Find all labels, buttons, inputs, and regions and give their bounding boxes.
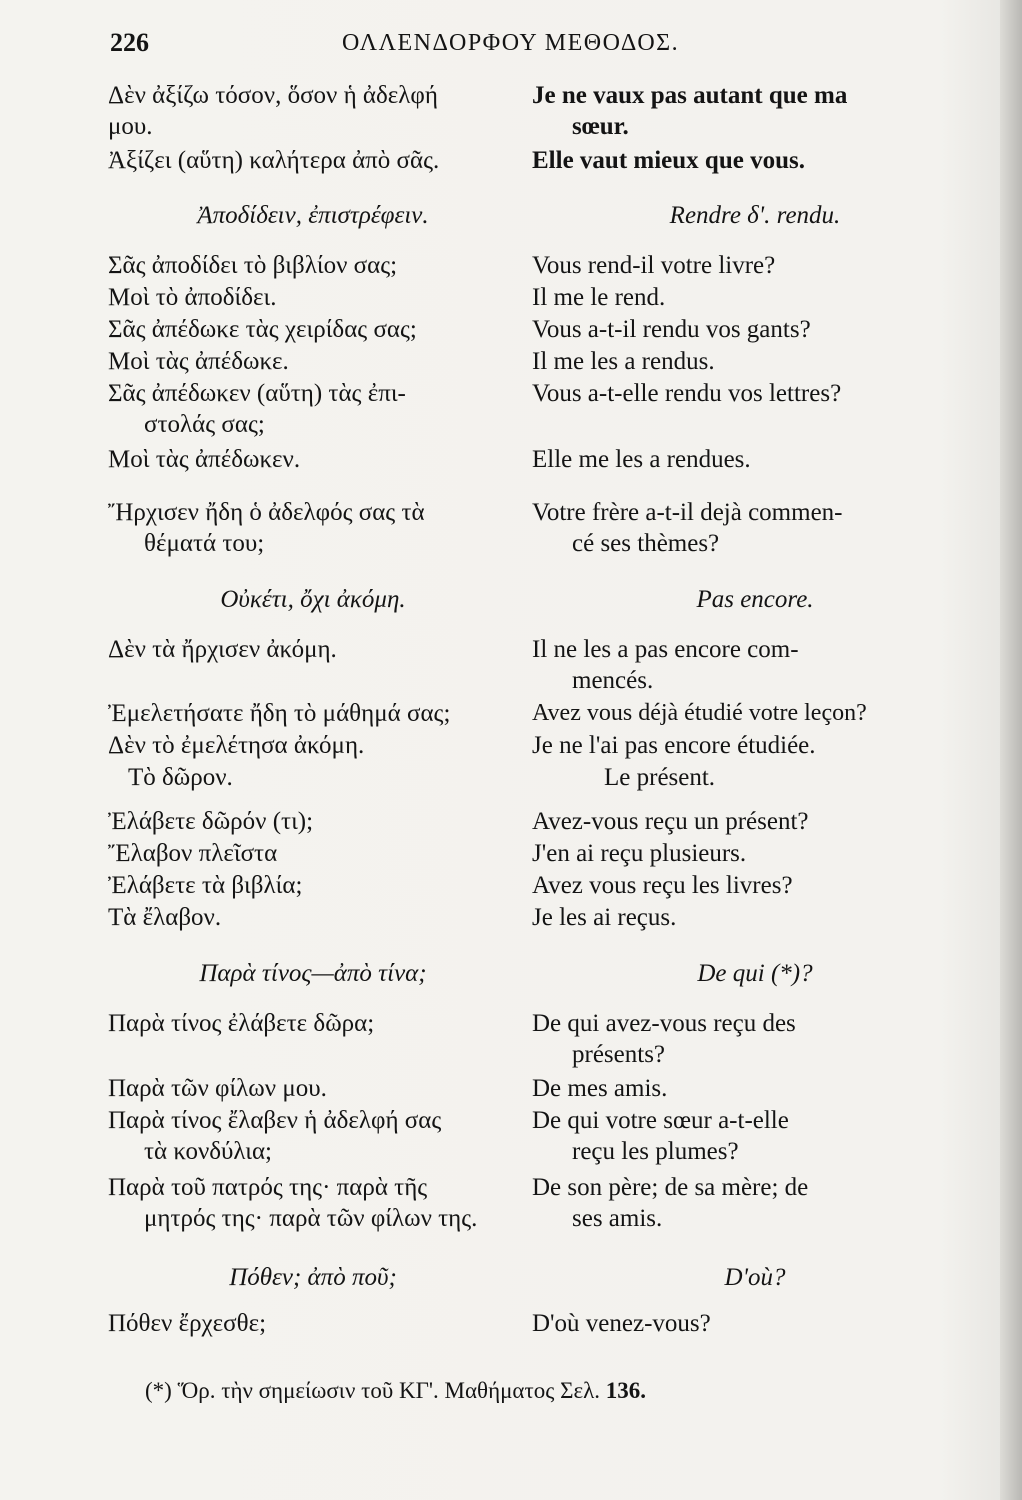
french-line: Le présent.	[604, 764, 716, 791]
greek-text	[108, 282, 518, 313]
greek-line: Τὰ ἔλαβον.	[108, 904, 222, 931]
greek-line: Μοὶ τὸ ἀποδίδει.	[108, 284, 277, 311]
greek-text	[108, 497, 518, 559]
french-heading	[532, 958, 978, 989]
french-line: Je les ai reçus.	[532, 904, 677, 931]
french-line: Je ne l'ai pas encore étudiée.	[532, 732, 816, 759]
french-text	[532, 1105, 978, 1167]
french-text	[532, 698, 978, 729]
footnote-marker: (*)	[145, 1378, 172, 1403]
greek-line: Οὐκέτι, ὄχι ἀκόμη.	[220, 586, 406, 613]
greek-line: Μοὶ τὰς ἀπέδωκε.	[108, 348, 289, 375]
french-text	[532, 1008, 978, 1070]
french-line: Vous a-t-elle rendu vos lettres?	[532, 380, 842, 407]
greek-line: Ἐμελετήσατε ἤδη τὸ μάθημά σας;	[108, 700, 451, 727]
french-line: cé ses thèmes?	[572, 530, 720, 557]
greek-line: Δὲν ἀξίζω τόσον, ὅσον ἡ ἀδελφή	[108, 82, 438, 109]
greek-text	[108, 80, 518, 142]
greek-text	[108, 314, 518, 345]
french-text	[532, 444, 978, 475]
greek-line: Παρὰ τίνος—ἀπὸ τίνα;	[199, 960, 427, 987]
french-line: D'où venez-vous?	[532, 1310, 711, 1337]
french-text	[532, 378, 978, 409]
french-text	[532, 282, 978, 313]
greek-line: θέματά του;	[144, 530, 265, 557]
greek-text	[108, 378, 518, 440]
greek-text	[108, 870, 518, 901]
greek-line: Μοὶ τὰς ἀπέδωκεν.	[108, 446, 301, 473]
french-text	[532, 870, 978, 901]
french-line: De qui avez-vous reçu des	[532, 1010, 796, 1037]
greek-text	[108, 762, 518, 793]
greek-line: Τὸ δῶρον.	[128, 764, 233, 791]
french-line: Elle vaut mieux que vous.	[532, 147, 805, 174]
french-line: De qui votre sœur a-t-elle	[532, 1107, 789, 1134]
greek-text	[108, 634, 518, 665]
greek-heading	[108, 1262, 518, 1293]
french-line: ses amis.	[572, 1205, 663, 1232]
french-line: Il me le rend.	[532, 284, 666, 311]
french-text	[532, 1172, 978, 1234]
french-line: Rendre δ'. rendu.	[669, 202, 841, 229]
french-line: Avez-vous reçu un présent?	[532, 808, 809, 835]
greek-heading	[108, 958, 518, 989]
french-line: Il ne les a pas encore com-	[532, 636, 799, 663]
greek-line: Ἀποδίδειν, ἐπιστρέφειν.	[197, 202, 429, 229]
greek-line: Δὲν τὰ ἤρχισεν ἀκόμη.	[108, 636, 337, 663]
french-text	[532, 80, 978, 142]
greek-line: Σᾶς ἀπέδωκεν (αὕτη) τὰς ἐπι-	[108, 380, 406, 407]
french-line: De mes amis.	[532, 1075, 668, 1102]
greek-text	[108, 698, 518, 729]
french-line: Votre frère a-t-il dejà commen-	[532, 499, 843, 526]
french-line: J'en ai reçu plusieurs.	[532, 840, 747, 867]
french-line: sœur.	[572, 113, 629, 140]
greek-text	[108, 730, 518, 761]
french-text	[532, 314, 978, 345]
french-text	[532, 902, 978, 933]
french-heading	[532, 1262, 978, 1293]
greek-text	[108, 145, 518, 176]
greek-line: Ἔλαβον πλεῖστα	[108, 840, 278, 867]
footnote-page-ref: 136.	[605, 1378, 647, 1403]
french-line: reçu les plumes?	[572, 1138, 739, 1165]
french-line: Il me les a rendus.	[532, 348, 715, 375]
french-text	[532, 634, 978, 696]
greek-line: τὰ κονδύλια;	[144, 1138, 272, 1165]
greek-text	[108, 1308, 518, 1339]
greek-text	[108, 902, 518, 933]
french-text	[532, 762, 978, 793]
french-line: Vous a-t-il rendu vos gants?	[532, 316, 811, 343]
greek-line: Ἐλάβετε τὰ βιβλία;	[108, 872, 303, 899]
greek-text	[108, 806, 518, 837]
footnote	[145, 1378, 646, 1404]
french-line: Elle me les a rendues.	[532, 446, 751, 473]
french-line: D'où?	[724, 1264, 786, 1291]
greek-text	[108, 1172, 518, 1234]
greek-line: Πόθεν; ἀπὸ ποῦ;	[229, 1264, 397, 1291]
greek-text	[108, 250, 518, 281]
french-text	[532, 1073, 978, 1104]
french-text	[532, 497, 978, 559]
french-line: Pas encore.	[696, 586, 814, 613]
french-line: De qui (*)?	[697, 960, 813, 987]
page-number: 226	[110, 28, 149, 57]
greek-heading	[108, 584, 518, 615]
french-heading	[532, 200, 978, 231]
greek-line: Παρὰ τίνος ἐλάβετε δῶρα;	[108, 1010, 375, 1037]
footnote-text: Ὅρ. τὴν σημείωσιν τοῦ ΚΓ'. Μαθήματος Σελ.	[177, 1378, 601, 1403]
french-text	[532, 806, 978, 837]
french-text	[532, 250, 978, 281]
greek-text	[108, 1008, 518, 1039]
french-line: mencés.	[572, 667, 654, 694]
greek-line: Ἐλάβετε δῶρόν (τι);	[108, 808, 314, 835]
greek-heading	[108, 200, 518, 231]
french-line: Avez vous déjà étudié votre leçon?	[532, 700, 867, 726]
greek-line: Πόθεν ἔρχεσθε;	[108, 1310, 267, 1337]
french-text	[532, 145, 978, 176]
greek-text	[108, 444, 518, 475]
french-heading	[532, 584, 978, 615]
french-line: Avez vous reçu les livres?	[532, 872, 793, 899]
greek-line: Παρὰ τοῦ πατρός της· παρὰ τῆς	[108, 1174, 428, 1201]
french-text	[532, 730, 978, 761]
page-spine-shadow	[1000, 0, 1022, 1500]
greek-line: Σᾶς ἀποδίδει τὸ βιβλίον σας;	[108, 252, 398, 279]
greek-line: Παρὰ τῶν φίλων μου.	[108, 1075, 327, 1102]
greek-text	[108, 346, 518, 377]
greek-text	[108, 1105, 518, 1167]
running-title: ΟΛΛΕΝΔΟΡΦΟΥ ΜΕΘΟΔΟΣ.	[342, 30, 680, 56]
greek-line: Ἤρχισεν ἤδη ὁ ἀδελφός σας τὰ	[108, 499, 425, 526]
greek-text	[108, 1073, 518, 1104]
french-text	[532, 346, 978, 377]
greek-line: Ἀξίζει (αὕτη) καλήτερα ἀπὸ σᾶς.	[108, 147, 440, 174]
french-line: présents?	[572, 1041, 666, 1068]
greek-line: μητρός της· παρὰ τῶν φίλων της.	[144, 1205, 478, 1232]
greek-line: μου.	[108, 113, 153, 140]
french-line: Je ne vaux pas autant que ma	[532, 82, 848, 109]
french-text	[532, 1308, 978, 1339]
french-text	[532, 838, 978, 869]
greek-line: Παρὰ τίνος ἔλαβεν ἡ ἀδελφή σας	[108, 1107, 442, 1134]
greek-line: Δὲν τὸ ἐμελέτησα ἀκόμη.	[108, 732, 365, 759]
greek-text	[108, 838, 518, 869]
french-line: De son père; de sa mère; de	[532, 1174, 809, 1201]
french-line: Vous rend-il votre livre?	[532, 252, 776, 279]
greek-line: στολάς σας;	[144, 411, 265, 438]
greek-line: Σᾶς ἀπέδωκε τὰς χειρίδας σας;	[108, 316, 417, 343]
page-header	[110, 22, 970, 62]
